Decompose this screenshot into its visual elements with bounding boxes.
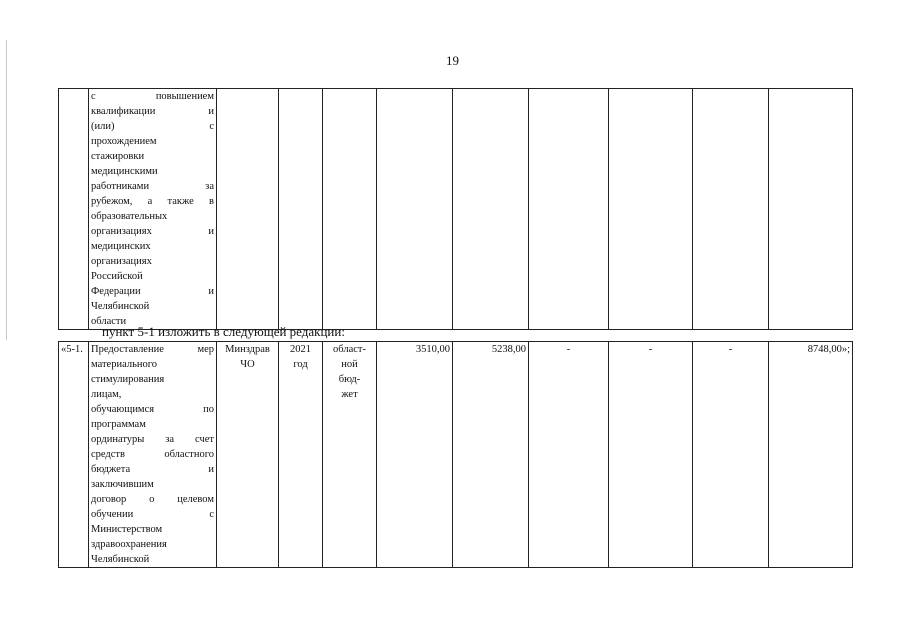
item-value-5: - <box>693 342 769 568</box>
description-line: медицинскими <box>91 166 158 177</box>
instruction-text: пункт 5-1 изложить в следующей редакции: <box>102 324 345 339</box>
year-line: 2021 <box>290 344 311 355</box>
item-value-3: - <box>529 342 609 568</box>
description-line: рубежом, а также в <box>91 196 214 207</box>
cell-source <box>323 89 377 330</box>
cell-executor <box>217 89 279 330</box>
executor-line: ЧО <box>240 359 255 370</box>
description-line: лицам, <box>91 389 122 400</box>
item-value-4: - <box>609 342 693 568</box>
item-value-1: 3510,00 <box>377 342 453 568</box>
item-year <box>279 342 323 568</box>
source-line: бюд- <box>338 374 361 385</box>
cell-description <box>89 89 217 330</box>
description-line: бюджета и <box>91 464 214 475</box>
description-line: Федерации и <box>91 286 214 297</box>
cell-value-1 <box>377 89 453 330</box>
description-line: Челябинской <box>91 301 150 312</box>
item-description <box>89 342 217 568</box>
description-line: обучающимся по <box>91 404 214 415</box>
description-line: договор о целевом <box>91 494 214 505</box>
item-total: 8748,00»; <box>769 342 853 568</box>
cell-value-3 <box>529 89 609 330</box>
continuation-table <box>58 88 853 330</box>
year-line: год <box>293 359 308 370</box>
scan-edge-line <box>6 40 7 340</box>
page-number: 19 <box>446 53 459 68</box>
source-line: ной <box>341 359 358 370</box>
item-source <box>323 342 377 568</box>
description-line: медицинских <box>91 241 151 252</box>
description-line: организациях <box>91 256 152 267</box>
item-table <box>58 341 853 568</box>
description-line: ординатуры за счет <box>91 434 214 445</box>
cell-total <box>769 89 853 330</box>
description-line: здравоохранения <box>91 539 167 550</box>
description-line: работниками за <box>91 181 214 192</box>
cell-value-2 <box>453 89 529 330</box>
description-line: Министерством <box>91 524 163 535</box>
item-number: «5-1. <box>59 342 89 568</box>
cell-value-5 <box>693 89 769 330</box>
description-line: организациях и <box>91 226 214 237</box>
description-line: программам <box>91 419 146 430</box>
item-executor <box>217 342 279 568</box>
description-line: Российской <box>91 271 143 282</box>
description-line: прохождением <box>91 136 157 147</box>
description-line: (или) с <box>91 121 214 132</box>
executor-line: Минздрав <box>225 344 270 355</box>
item-row <box>59 342 853 568</box>
description-line: средств областного <box>91 449 214 460</box>
description-line: области <box>91 316 127 327</box>
description-line: образовательных <box>91 211 168 222</box>
cell-value-4 <box>609 89 693 330</box>
description-line: с повышением <box>91 91 214 102</box>
source-line: жет <box>341 389 358 400</box>
continuation-row <box>59 89 853 330</box>
description-line: материального <box>91 359 158 370</box>
cell-year <box>279 89 323 330</box>
description-line: заключившим <box>91 479 154 490</box>
item-value-2: 5238,00 <box>453 342 529 568</box>
cell-number <box>59 89 89 330</box>
description-line: стимулирования <box>91 374 165 385</box>
description-line: стажировки <box>91 151 145 162</box>
description-line: квалификации и <box>91 106 214 117</box>
description-line: Предоставление мер <box>91 344 214 355</box>
description-line: обучении с <box>91 509 214 520</box>
source-line: област- <box>333 344 366 355</box>
description-line: Челябинской <box>91 554 150 565</box>
